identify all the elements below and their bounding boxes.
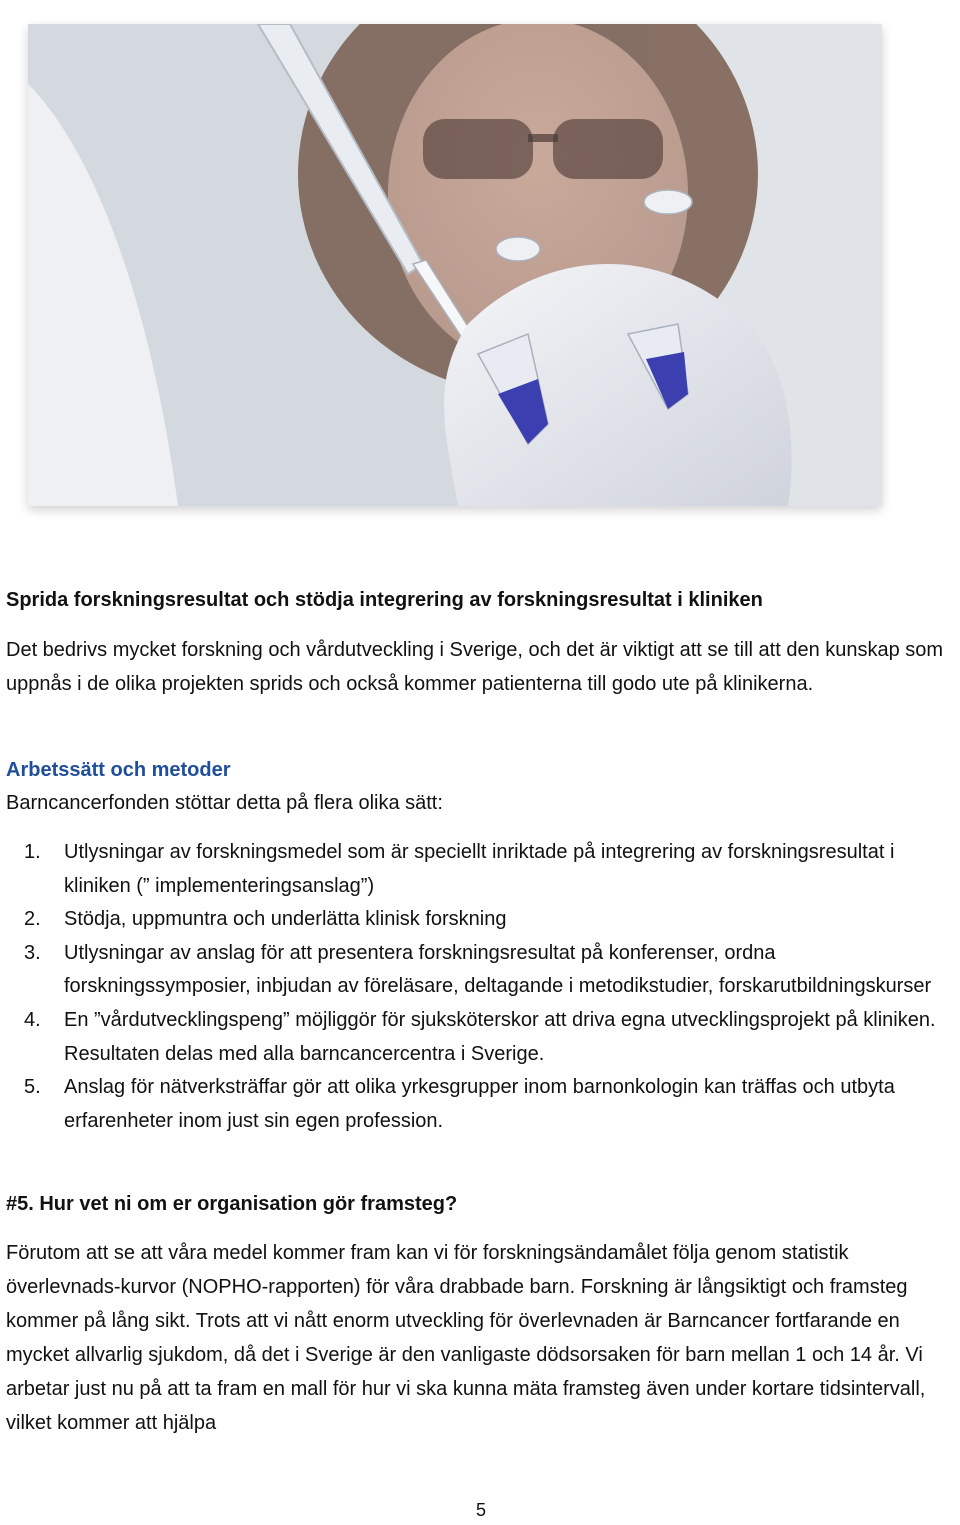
list-item-text: Utlysningar av anslag för att presentera forskningsresultat på konferenser, ordna forskningssymposier, inbjudan av föreläsare, deltagande i metodikstudier, forskarutbildningskurser bbox=[64, 941, 932, 998]
list-item-number: 1. bbox=[24, 841, 41, 863]
section-heading: Sprida forskningsresultat och stödja integrering av forskningsresultat i kliniken bbox=[6, 589, 763, 611]
list-item-number: 3. bbox=[24, 941, 41, 964]
list-item-number: 2. bbox=[24, 908, 41, 931]
methods-list bbox=[6, 836, 956, 1138]
lab-photo-illustration bbox=[28, 24, 882, 506]
page-number: 5 bbox=[476, 1500, 487, 1520]
list-item-text: Stödja, uppmuntra och underlätta klinisk forskning bbox=[64, 908, 507, 931]
answer-paragraph: Förutom att se att våra medel kommer fram kan vi för forskningsändamålet följa genom statistik överlevnads-kurvor (NOPHO-rapporten) för våra drabbade barn. Forskning är långsiktigt och framsteg kommer på lång sikt. Trots att vi nått enorm utveckling för överlevnaden är Barncancer fortfarande en mycket allvarlig sjukdom, då det i Sverige är den vanligaste dödsorsaken för barn mellan 1 och 14 år. Vi arbetar just nu på att ta fram en mall för hur vi ska kunna mäta framsteg även under kortare tidsintervall, vilket kommer att hjälpa bbox=[6, 1242, 926, 1434]
list-item-text: En ”vårdutvecklingspeng” möjliggör för sjuksköterskor att driva egna utvecklingsprojekt på kliniken. Resultaten delas med alla barncancercentra i Sverige. bbox=[64, 1008, 936, 1065]
list-item bbox=[6, 937, 956, 1004]
list-item-number: 5. bbox=[24, 1076, 41, 1099]
methods-heading: Arbetssätt och metoder bbox=[6, 759, 231, 781]
list-item-text: Utlysningar av forskningsmedel som är speciellt inriktade på integrering av forskningsresultat i kliniken (” implementeringsanslag”) bbox=[64, 841, 895, 897]
list-item-number: 4. bbox=[24, 1008, 41, 1031]
list-item bbox=[6, 1071, 956, 1138]
list-item bbox=[6, 836, 956, 903]
list-item-text: Anslag för nätverksträffar gör att olika yrkesgrupper inom barnonkologin kan träffas och utbyta erfarenheter inom just sin egen profession. bbox=[64, 1076, 895, 1132]
lab-photo bbox=[28, 24, 882, 506]
question-heading: #5. Hur vet ni om er organisation gör framsteg? bbox=[6, 1193, 458, 1215]
list-item bbox=[6, 903, 956, 937]
methods-intro: Barncancerfonden stöttar detta på flera olika sätt: bbox=[6, 792, 443, 814]
intro-paragraph: Det bedrivs mycket forskning och vårdutveckling i Sverige, och det är viktigt att se till att den kunskap som uppnås i de olika projekten sprids och också kommer patienterna till godo ute på klinikerna. bbox=[6, 639, 944, 695]
list-item bbox=[6, 1004, 956, 1071]
